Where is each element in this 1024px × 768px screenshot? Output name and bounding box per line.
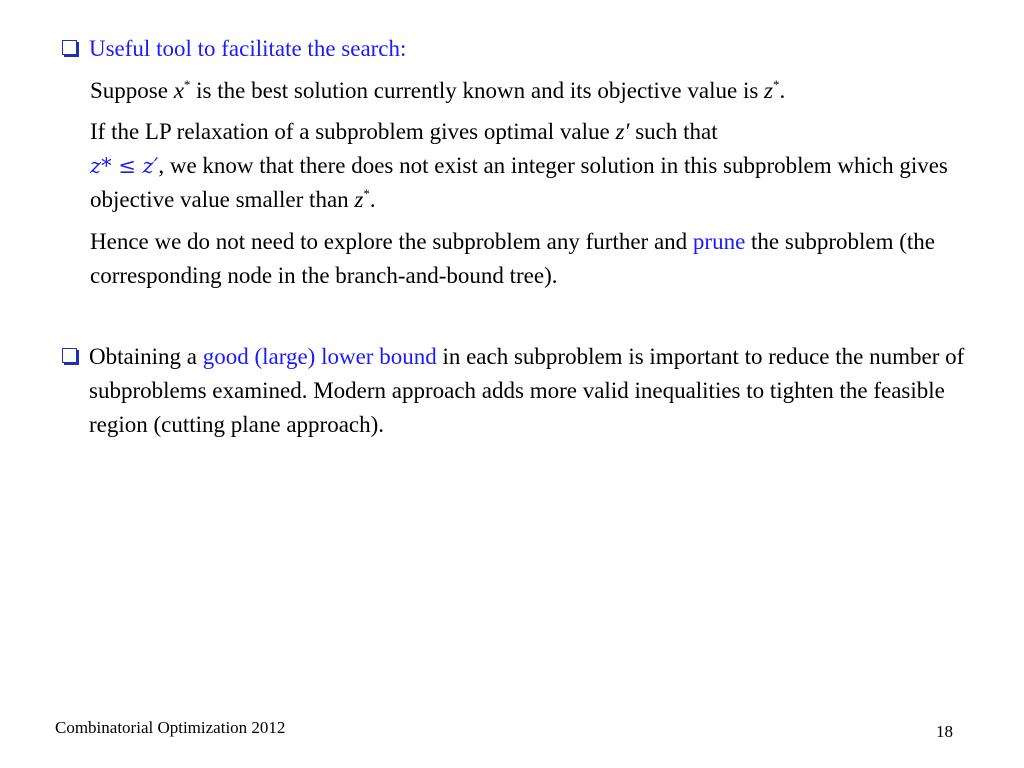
checkbox-bullet-icon bbox=[62, 40, 77, 55]
lower-bound-keyword: good (large) lower bound bbox=[202, 344, 437, 369]
bullet-1-title: Useful tool to facilitate the search: bbox=[89, 36, 407, 61]
paragraph-suppose: Suppose x* is the best solution currently known and its objective value is z*. bbox=[90, 77, 786, 103]
paragraph-lp-relaxation: If the LP relaxation of a subproblem gives optimal value z′ such that z* ≤ z′, we know that there does not exist an integer solution in this subproblem which gives objective value smaller than z*. bbox=[90, 119, 948, 212]
prune-keyword: prune bbox=[692, 229, 746, 254]
page-number: 18 bbox=[936, 722, 953, 741]
checkbox-bullet-icon bbox=[62, 348, 77, 363]
inequality: z* ≤ z′ bbox=[90, 154, 159, 178]
footer-course: Combinatorial Optimization 2012 bbox=[55, 718, 286, 737]
paragraph-prune: Hence we do not need to explore the subproblem any further and prune the subproblem (the corresponding node in the branch-and-bound tree). bbox=[90, 229, 936, 288]
bullet-2-text: Obtaining a good (large) lower bound in each subproblem is important to reduce the number of subproblems examined. Modern approach adds more valid inequalities to tighten the feasible region (cutting plane approach). bbox=[89, 344, 965, 437]
